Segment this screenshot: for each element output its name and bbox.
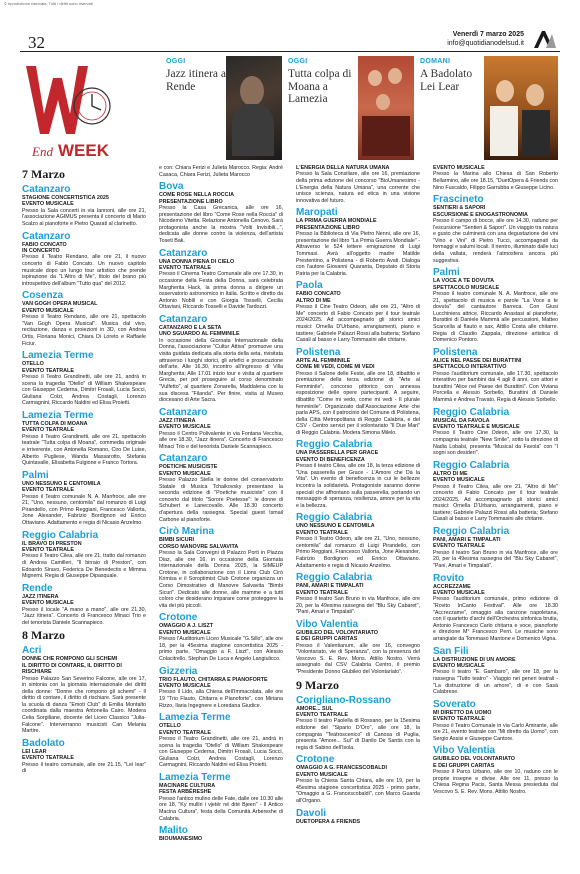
event-heading: FABIO CONCATO [296, 291, 341, 298]
event-description: Presso l'Auditorium Liceo Musicale "G.Sillo", alle ore 18, per la 45esima stagione concertistica 2025 - primo parte, "Omaggio a F. Liszt", con Alessio Colacitrello, Stephan De Luca e Angelo Langiulicco. [159, 636, 283, 662]
event-city: Palmi [22, 469, 49, 481]
event-heading: ARTE AL FEMMINILE [296, 357, 351, 364]
header-info [447, 30, 524, 48]
event-heading: TUTTA COLPA DI MOANA [22, 420, 88, 427]
event-heading: SENTIERI & SAPORI [433, 205, 486, 212]
event-description: Presso la Biblioteca di Via Pietro Nenni, alle ore 16, presentazione del libro "La Prima Guerra Mondiale" - Attraverso le 524 lettere emigrazione di Luigi Tommasi. Avrà all'oggetto madre Matilde Prestentino, a Polistena - di Roberto Avati. Dialoga con l'autore Giovanni Quaranta, Deputato di Storia Patria per la Calabria. [296, 231, 420, 277]
event-description: Presso la Chiesa Santa Chiara, alle ore 19, per la 45esima stagione concertistica 2025 - primo parte, "Omaggio a G. Francescobaldi", con Marco Guarda all'Organo. [296, 778, 420, 804]
event-heading: DONNE CHE ROMPONO GLI SCHEMI [22, 656, 118, 663]
event-heading: EVENTO TEATRALE [433, 716, 485, 723]
event-city: Palmi [433, 267, 460, 279]
event-heading: CATANZARO E LA SETA [159, 324, 222, 331]
event-heading: EVENTO TEATRALE [22, 755, 74, 762]
event-heading: BIMBI SICURI [159, 537, 195, 544]
event-description: Presso il Teatro Cilea, alle ore 21, tratto dal romanzo di Andrea Camilleri, "Il birraio di Preston", con Edoardo Siravo, Federica De Benedectis e Mimma Mignemi. Regia di Giuseppe Dipasquale. [22, 553, 146, 580]
events-column-4 [433, 165, 558, 797]
event-city: Corigliano-Rossano [296, 694, 392, 706]
event-description: Presso il teatro Paolella di Rossano, per la 15esima edizione del "Sipario D'Oro", alle ore 18, la compagnia "Teatroscenico" di Canosa di Puglia, presenta "Amore... Sul" di Danilo De Santis con la regia di Sabino dell'Isola. [296, 718, 420, 751]
event-city: Vibo Valentia [433, 745, 496, 757]
event-heading: BIOUMANESIMO [159, 836, 203, 843]
event-description: Presso il Teatro Grandinetti, alle ore 21, andrà in scena la tragedia "Otello" di William Shakespeare con Giuseppe Cederna, Dimitri Frosali, Lucia Socci, Giuliana Colzi, Andrea Costagli, Lorenzo Carmagnini, Riccardo Naldini ed Elisa Proietti. [22, 373, 146, 407]
event-heading: JAZZ ITINERA [159, 417, 196, 424]
event-heading: ALTRO DI ME [433, 470, 468, 477]
event-heading: EVENTO TEATRALE [296, 529, 348, 536]
event-city: Maropati [296, 207, 338, 219]
weekend-logo-icon [22, 56, 126, 168]
event-city: Gizzeria [159, 665, 198, 677]
event-heading: EVENTO MUSICALE [22, 307, 74, 314]
header-email: info@quotidianodelsud.it [447, 40, 524, 47]
event-description: Presso il teatro San Bruno in via Manfroce, alle ore 20, per la 49esima rassegna del "Blu Sky Cabaret", "Pani, Amari e Timpalati". [296, 596, 420, 616]
header-rule [20, 51, 560, 52]
event-description: Presso il Teatro Cine Odeon, alle ore 17.30, la compagnia teatrale "New Smile", sotto la direzione di Nadia Lobalsi, presenta "Musical da Favola" con "I sogni son desideri". [433, 430, 558, 457]
promo-text: Jazz itinera a Rende [166, 68, 227, 93]
event-description: Presso il Teatro comunale N. A. Manfroce, alle ore 21, "Uno, nessuno, centomila" dal romanzo di Luigi Pirandello, con Primo Reggiani, Francesco Vallorta, Jone Alexander, Fabrizio Bordignon ed Enrico Ottaviano. Adattamento e regia di Nicasio Anzelmo. [22, 493, 146, 526]
event-heading: EVENTO MUSICALE [433, 663, 485, 670]
event-description: Presso il Teatro Odeon, alle ore 21, "Uno, nessuno, centomila" dal romanzo di Luigi Pirandello, con Primo Reggiani, Francesco Vallorta, Jone Alexander, Fabrizio Bordignon ed Enrico Ottaviano. Adattamento e regia di Nicasio Anzelmo. [296, 536, 420, 569]
event-heading: GIUBILEO DEL VOLONTARIATO [433, 756, 515, 763]
event-heading: MACINARE CULTURA [159, 782, 216, 789]
event-description: Presso il Parco Urbano, alle ore 10, raduno con le proprie insegne e divise. Alle ore 11, presso la Chiesa Regina Pacis, Santa Messa presieduta dal Vescovo S. E. Rev. Mons. Attilio Nostro. [433, 769, 558, 795]
event-description: Presso l'auditorium comunale, primo edizione di "Rovito InCanto Festival". Alle ore 18.30 "Accrezzame", omaggio alla canzone napoletana, con il quartetto d'archi dell'Orchestra sinfonica brutia, Antonio Francesco Carlo chitarra e voce, pianoforte e direzione M° Francesco Perri. Le musiche sono arrangiate da Tommaso Mantone e Domenico Vigna. [433, 596, 558, 643]
event-heading: EVENTO TEATRALE [22, 427, 74, 434]
copyright-notice: © riproduzione riservata. Tutti i diritti sono riservati [4, 1, 93, 6]
event-city: Rovito [433, 572, 465, 584]
event-heading: FESTA ARBËRESHE [159, 789, 212, 796]
event-description: Presso il campo di bocce, alle ore 14.30, raduno per l'escursione "Sentieri & Sapori". Un viaggio tra natura e gusto che culminerà con una degustazione dei vini "Vino e Vini" di Pietro Tucci, accompagnati da formaggi e salumi locali. Il rientro, illuminato dalle luci della vallata, renderà l'atmosfera ancora più suggestiva. [433, 218, 558, 264]
event-heading: EVENTO TEATRALE [296, 712, 348, 718]
event-description: Presso il Teatro Cilea, alle ore 21, "Altro di Me" concerto di Fabio Concato per il tour teatrale 2024/2025. Ad accompagnarlo gli storici amici musici: Ornella D'Urbano, arrangiamenti, piano e tastiere; Gabriele Palazzi Rossi alla batteria; Stefano Casali al basso e Larry Tommasini alle chitarre. [433, 483, 558, 523]
promo-tag: OGGI [288, 58, 308, 65]
event-description: Presso l'antico mulino delle Fate, dalle ore 10.30 alle ore 18, "Ky mulliri i vjetër në ditë Bjeen" - Il Antico Macina Cultura", festa della Comunità Arbereshe di Calabria. [159, 795, 283, 822]
event-heading: EVENTO TEATRALE [159, 729, 211, 736]
event-heading: OTELLO [22, 361, 44, 368]
event-heading: EVENTO MUSICALE [22, 600, 74, 607]
event-heading: EVENTO MUSICALE [296, 771, 348, 778]
event-heading: OTELLO [159, 723, 181, 730]
event-city: Badolato [22, 737, 65, 749]
event-heading: OMAGGIO A G. FRANCESCOBALDI [296, 765, 387, 772]
event-heading: ESCURSIONE E ENOGASTRONOMIA [433, 211, 528, 218]
event-description: Presso Palazzo Stella le donne del conservatorio Statale di Musica Tchaikovsky presentano la seconda edizione di "Poetiche musiciste" con il concerto dal titolo "Sorore Poetesse": le donne di Schubert e Lanecovallo. Alle 18.30 concerto d'apertura della rassegna. Special guest Ismail Carbone al pianoforte. [159, 477, 283, 523]
event-city: San Fili [433, 645, 469, 657]
event-heading: MUSICAL DA FAVOLA [433, 417, 490, 424]
event-heading: GIUBILEO DEL VOLONTARIATO [296, 629, 378, 636]
event-city: Frascineto [433, 194, 484, 206]
event-description: Presso Palazzo San Severino Falcone, alle ore 17, in sintonia con la giornata internazionale dei diritti della donne: "Donne che rompono gli schemi" - Il diritto di contare, il diritto di rischiare. Sarà presente la scuola di danza "Emoti Club" di Emilia Montalto coordinata dalla maestra Antonella Cairo. Modera Celia Sorgiliane, docente del Liceo Classico "Julia-Falcone". Interverranno musicisti Can Melania Martire. [22, 675, 146, 735]
event-city: Reggio Calabria [433, 526, 510, 538]
event-city: Reggio Calabria [296, 439, 373, 451]
event-city: Crotone [159, 612, 198, 624]
promo-3-photo [484, 56, 558, 160]
event-heading: UNO NESSUNO E CENTOMILA [296, 523, 375, 530]
event-description: Presso il Teatro Comunale in via Carlo Amirante, alle ore 21, evento teatrale con "Mi diretto da Uomo", con Sergio Assisi e Giuseppe Cantore. [433, 722, 558, 742]
event-heading: LEI LEAR [22, 748, 47, 755]
event-heading: LA DISTRUZIONE DI UN AMORE [433, 656, 516, 663]
event-heading: VAN GOGH OPERA MUSICAL [22, 301, 98, 308]
event-description: Presso il Centro Polivalente in via Fontana Vecchia, alle ore 18.30, "Jazz itinera". Concerto di Francesco Minaci Trio e del tenorista Daniele Scannapieco. [159, 430, 283, 450]
event-heading: AMORE... SUL [296, 705, 333, 712]
event-description: Presso la Casa Grecanica, alle ore 16, presentazione del libro "Come Rose nella Roccia" di Nicodemo Vitetta. Relazione Antonella Cenovo. Sarà protagonista anche la mostra "Volti Invisibili...", dedicata alle donne contro la violenza, dell'artista Toseti Bak. [159, 205, 283, 244]
event-heading: EVENTO TEATRALE [22, 367, 74, 374]
event-heading: ALTRO DI ME [296, 297, 331, 304]
promo-1[interactable] [166, 58, 226, 160]
event-heading: EVENTO TEATRALE [22, 487, 74, 494]
event-heading: EVENTO TEATRALE [159, 264, 211, 271]
event-city: Catanzaro [22, 230, 71, 242]
event-heading: OMAGGIO A J. LISZT [159, 623, 214, 630]
event-description: Presso la Sala Convegni di Palazzo Porti in Piazza Diaz, alle ore 16, in occasione della Giornata Internazionale della Donna 2025, la SIMEUP Crotone, in collaborazione con il Lions Club Cirò Krimisa e il Soroptimist Club Crotone organizza un Corso Dimostrativo di Manovre Salvavita "Bimbi Sicuri". Dedicato alle donne, alle mamme e a tutti coloro che desiderano imparare come proteggere la vita dei più piccoli. [159, 550, 283, 609]
event-heading: EVENTO MUSICALE [159, 629, 211, 636]
newspaper-logo-icon [532, 28, 558, 50]
events-column-3 [296, 165, 420, 825]
event-heading: POETICHE MUSICISTE [159, 464, 218, 471]
event-description: Presso il Salone delle Feste, alle ore 18, dibattito e premiazione della terza edizione di "Arte al Femminile", concorso pittorico con annessa esposizione delle opere partecipanti. A seguire, dibattito "Come mi vedo, come mi vedi - Il plurale femminile". Organizzato dall'Associazione Arte che parla APS, con il patrocinio del Comune di Polistena, della Città Metropolitana di Reggio Calabria, e del CSV - Centro servizi per il volontariato "Il Due Mari" di Reggio Calabria. Modera Simona Milelo. [296, 370, 420, 436]
event-city: Catanzaro [159, 453, 208, 465]
event-description: Presso la Marina allo Chiesa di San Roberto Bellarmino, alle ore 18.15, "DuetOpera & Friends con Nino Fuscaldo, Filippo Garrubba e Giuseppe Licino. [433, 171, 558, 191]
event-heading: E DEI GRUPPI CARITAS [433, 762, 495, 769]
event-description: Presso il teatro comunale N. A. Manfroce, alle ore 21, spettacolo di musica e parole "La Voce a te dovuta" del cantautore Barreca. Con Giusi Lucchiniera attrice, Riccardo Anastasi al pianoforte, Burattini di Daniele Mammà alle percussioni, Matteo Scarcella al flauto e sax, Attilio Costa alle chitarre. Regia di Claudio Zappala, direzione artistica di Domenico Pontoro. [433, 290, 558, 344]
event-description: Presso il locale "A mano a mano", alle ore 21.30, "Jazz itinera". Concerto di Francesco Minaci Trio e del tenorista Daniele Scannapieco. [22, 606, 146, 626]
events-column-1 [22, 165, 146, 776]
event-description: Presso la Sala concerti in via Iannoni, alle ore 21, l'associazione AGIMUS presenta il concerto di Mario Scalzo al pianoforte e Pietro Quarati al clarinetto. [22, 207, 146, 227]
event-heading: ALICE NEL PAESE DEI BURATTINI [433, 357, 522, 364]
event-heading: EVENTO MUSICALE [433, 477, 485, 484]
event-city: Rende [22, 582, 53, 594]
promo-3[interactable] [420, 58, 484, 160]
promo-tag: OGGI [166, 58, 186, 65]
event-heading: IN CONCERTO [22, 248, 60, 254]
event-heading: EVENTO MUSICALE [22, 201, 74, 208]
event-heading: SPETTACOLO INTERATTIVO [433, 364, 507, 371]
event-description: Presso la Sala Consiliare, alle ore 16, premiazione della prima edizione del concorso "BioUmanesimo - L'Energia della Natura Umana", una corrente che unisce scienza, natura ed etica in una visione innovativa del futuro. [296, 171, 420, 204]
event-heading: IL DIRITTO DI CONTARE, IL DIRITTO DI RISCHIARE [22, 662, 122, 676]
event-heading: PANI, AMARI E TIMPALATI [296, 583, 364, 590]
event-city: Crotone [296, 754, 335, 766]
event-city: Lamezia Terme [159, 771, 231, 783]
event-city: Polistena [296, 346, 341, 358]
event-heading: ACCREZZAME [433, 583, 471, 590]
event-heading: EVENTO MUSICALE [159, 470, 211, 477]
event-heading: EVENTO TEATRALE [433, 543, 485, 550]
event-heading: PANI, AMARI E TIMPALATI [433, 537, 501, 544]
event-heading: EVENTO DI BENEFICENZA [296, 456, 365, 463]
event-heading: SPETTACOLO MUSICALE [433, 284, 500, 291]
event-city: Paola [296, 280, 323, 292]
event-description: Presso il Valentianum, alle ore 16, convegno "Volontariato, vie di Speranza", con la presenza del Vescovo S. E. Rev. Mons. Attilio Nostro. Verrà assegnato dal CSV Calabria Centro, il premio "Presidente Donno Giubileo del Volontariato". [296, 642, 420, 675]
event-heading: JAZZ ITINERA [22, 593, 59, 600]
event-city: Catanzaro [22, 184, 71, 195]
event-city: Reggio Calabria [296, 512, 373, 524]
event-city: Reggio Calabria [433, 406, 510, 418]
event-city: Catanzaro [159, 313, 208, 325]
event-city: Acri [22, 645, 42, 657]
event-city: Polistena [433, 346, 478, 358]
event-heading: LA VOCE A TE DOVUTA [433, 278, 494, 285]
header-date: Venerdì 7 marzo 2025 [452, 31, 524, 38]
event-city: Catanzaro [159, 247, 208, 259]
event-heading: MI DIRETTO DA UOMO [433, 709, 492, 716]
event-city: Malito [159, 825, 188, 837]
event-heading: EVENTO MUSICALE [159, 683, 211, 689]
event-heading: UNO SGUARDO AL FEMMINILE [159, 331, 240, 338]
section-date: 9 Marzo [296, 677, 339, 692]
promo-2[interactable] [288, 58, 358, 160]
week-logo-text: WEEK [58, 141, 109, 160]
event-heading: EVENTO MUSICALE [433, 165, 485, 171]
event-city: Reggio Calabria [433, 459, 510, 471]
event-heading: LA PRIMA GUERRA MONDIALE [296, 218, 377, 225]
event-city: Lamezia Terme [22, 409, 94, 421]
event-description: Presso il teatro Cilea, alle ore 18, la terza edizione di "Una passerella per Grace - L'Amore che Dà la Vita". Un evento di beneficenza in cui le bellezze incontra la solidarietà. Protagoniste saranno donne speciali che affrontano sulla passerella, portando un messaggio di speranza, resilienza, amore per la vita e la bellezza. [296, 463, 420, 509]
event-city: Soverato [433, 698, 476, 710]
event-city: Cosenza [22, 290, 64, 302]
svg-text:End: End [32, 144, 53, 159]
event-heading: EVENTO TEATRALE [296, 589, 348, 596]
event-heading: UNO NESSUNO E CENTOMILA [22, 480, 101, 487]
event-description: Presso il Teatro Grandinetti, alle ore 21, andrà in scena la tragedia "Otello" di William Shakespeare con Giuseppe Cederna, Dimitri Frosali, Lucia Socci, Giuliana Colzi, Andrea Costagli, Lorenzo Carmagnini, Riccardo Naldini ed Elisa Proietti. [159, 736, 283, 769]
event-city: Catanzaro [159, 406, 208, 418]
event-heading: COME ROSE NELLA ROCCIA [159, 192, 234, 199]
event-description: e con: Chiara Ferizi e Julieta Marocco. Regia: André Casaca, Chiara Ferizi, Julieta Marocco [159, 165, 283, 178]
event-heading: UNA DONNA PIENA DI CIELO [159, 258, 235, 265]
event-city: Lamezia Terme [159, 712, 231, 724]
event-description: Presso il teatro comunale, alle ore 21.15, "Lei lear" di [22, 761, 146, 775]
event-city: Reggio Calabria [22, 529, 99, 541]
promo-1-photo [226, 56, 282, 160]
event-heading: TRIO FLAUTO, CHITARRA E PIANOFORTE [159, 676, 268, 683]
event-heading: UNA PASSERELLA PER GRACE [296, 450, 379, 457]
events-listing [22, 165, 558, 870]
event-heading: PRESENTAZIONE LIBRO [296, 224, 360, 231]
event-description: Presso il Teatro Grandinetti, alle ore 21, spettacolo teatrale "Tutta colpa di Moana", commedia originale e irriverente, con Antonella Romano, Ciro De Luise, Alberto Pugliese, Wanda Massarotto, Stefania Quintavalle, Elisabetta Fulgione e Franco Tortora. [22, 433, 146, 467]
event-description: Presso il teatro "E. Gambaro", alle ore 18, per la rassegna "Tutto teatro" - Viaggio nei generi teatrali - "La distruzione di un amore", di e con Sasà Calabrese. [433, 669, 558, 696]
event-description: Presso il teatro San Bruno in via Manfroce, alle ore 20, per la 49esima rassegna del "Blu Sky Cabaret", "Pani, Amari e Timpalati". [433, 549, 558, 570]
event-city: Cirò Marina [159, 526, 215, 538]
promo-2-photo [358, 56, 414, 160]
event-heading: DUETOPERA & FRIENDS [296, 818, 361, 825]
section-date: 8 Marzo [22, 628, 65, 643]
event-city: Vibo Valentia [296, 618, 359, 630]
promo-text: A Badolato Lei Lear [420, 68, 473, 93]
event-city: Bova [159, 181, 184, 193]
event-heading: L'ENERGIA DELLA NATURA UMANA [296, 165, 390, 171]
event-heading: E DEI GRUPPI CARITAS [296, 636, 358, 643]
event-city: Reggio Calabria [296, 572, 373, 584]
event-heading: PRESENTAZIONE LIBRO [159, 198, 223, 205]
event-heading: EVENTO TEATRALE [22, 546, 74, 553]
event-heading: EVENTO MUSICALE [433, 590, 485, 597]
event-heading: STAGIONE CONCERTISTICA 2025 [22, 195, 109, 201]
event-heading: CORSO MANOVRE SALVAVITA [159, 543, 239, 550]
events-column-2 [159, 165, 283, 843]
event-description: Presso il Teatro Rendano, alle ore 21, il nuovo concerto di Fabio Concato. Un nuovo capitolo musicale dopo un lungo tour artistico che prende ispirazione da "L'Altro di Me", titolo del brano più introspettivo dell'album "Tutto qua" del 2012. [22, 254, 146, 287]
event-description: In occasione della Giornata Internazionale della Donna, l'associazione "Cultur Attiva" promuove una visita guidata dedicata alla storia della seta, rivisitata attraverso i luoghi storici, gli artefici e prosecuzione dell'arte. Alle 16.30, incontro all'ingresso di Villa Margherita; Alle 17.01 inizio tour e visita al quartiere Grecia, per poi proseguire al corso denominato "Vulfetto", al quartiere Zonarella, Maddalena con la sua discesa "Filanda". Per finire, visita al Museo diocesano di Arte Sacra. [159, 337, 283, 404]
event-heading: COME MI VEDI, COME MI VEDI [296, 364, 375, 371]
event-heading: FABIO CONCATO [22, 241, 67, 248]
event-heading: EVENTO TEATRALE E MUSICALE [433, 423, 520, 430]
page-number: 32 [28, 33, 45, 52]
event-city: Davoli [296, 807, 327, 819]
event-city: Lamezia Terme [22, 350, 94, 362]
event-heading: EVENTO MUSICALE [159, 424, 211, 431]
promo-text: Tutta colpa di Moana a Lamezia [288, 68, 352, 105]
promo-tag: DOMANI [420, 58, 451, 65]
event-heading: IL BRAVO DI PRESTON [22, 540, 82, 547]
event-description: Presso il Cine Teatro Odeon, alle ore 21, "Altro di Me" concerto di Fabio Concato per il tour teatrale 2024/2025. Ad accompagnarlo gli storici amici musici: Ornella D'Urbano, arrangiamenti, piano e tastiere; Gabriele Palazzi Rossi alla batteria; Stefano Casali al basso e Larry Tommasini alle chitarre. [296, 304, 420, 344]
event-description: Presso il Teatro Rendano, alle ore 21, spettacolo "Van Gogh Opera Musical". Musica dal vivo, recitazione, danza e proiezioni in 3D, con Andrea Ortis, Floriana Monici, Chiara Di Loreto e Raffaele Ficiur. [22, 314, 146, 347]
section-date: 7 Marzo [22, 167, 65, 181]
event-description: Presso il Cinema Teatro Comunale alle ore 17.30, in occasione della Festa della Donna, sarà celebrata Margherita Hack, la prima donna a dirigere un osservatorio astronomico in Italia. Scritto e diretto da Antonio Nobili e con Giorgia Tosselli, Cecilia Ottaviani, Riccardo Tosselli e Davide Tardozzi. [159, 271, 283, 311]
event-description: Presso l'auditorium comunale, alle 17.30, spettacolo interattivo per bambini dai 4 agli 8 anni, con attori e burattini "Alice nel Paese dei Burattini". Con Viviana Porcella e Alessio Sorbello, Burattini di Daniele Mammà e Andrea Travato. Regia di Alessio Sorbello. [433, 370, 558, 403]
event-description: Presso il Lido, alla Chiesa dell'Immacolata, alle ore 19 "Trio Flauto, Chitarra e Pianoforte", con Miriana Rizzo, Ilaria Ingegnere e Loredana Giudice. [159, 689, 283, 709]
